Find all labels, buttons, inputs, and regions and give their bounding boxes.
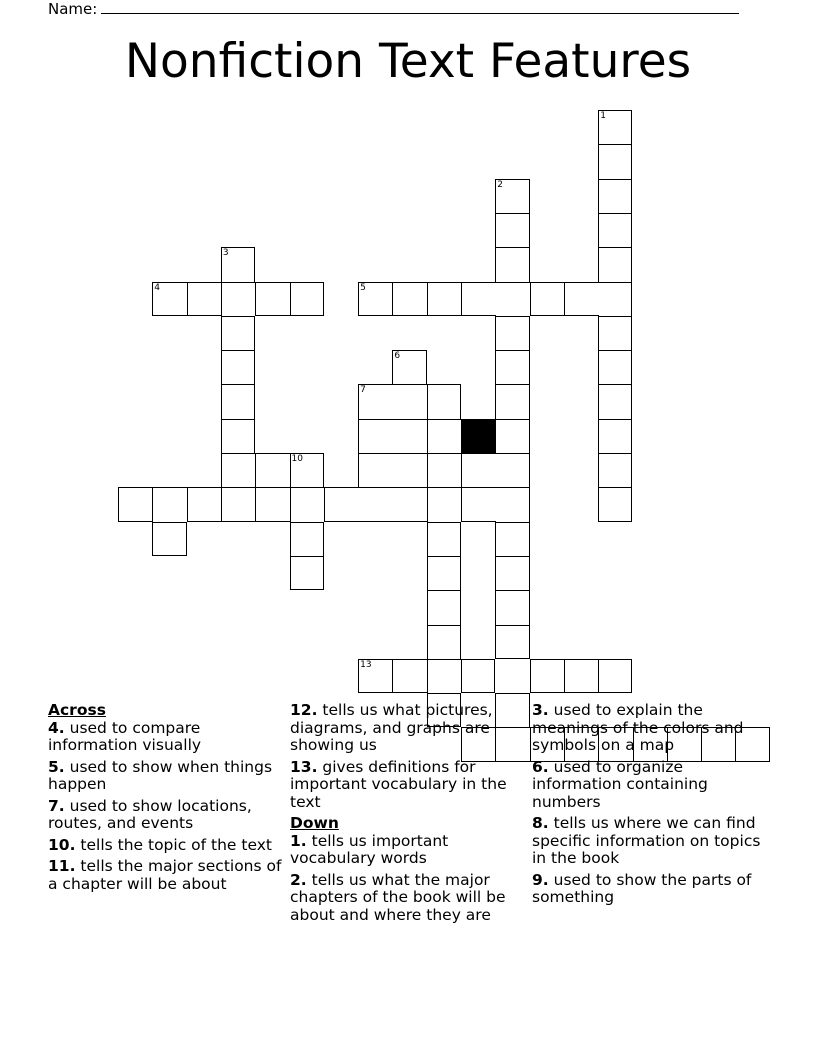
clue-text: tells us important vocabulary words	[290, 831, 449, 867]
answer-cell[interactable]	[427, 522, 461, 557]
answer-cell[interactable]	[598, 110, 632, 145]
answer-cell[interactable]	[461, 487, 496, 521]
down-clue-6	[532, 759, 772, 812]
clue-number: 1.	[290, 831, 307, 850]
answer-cell[interactable]	[290, 487, 325, 522]
answer-cell[interactable]	[495, 590, 529, 625]
answer-cell[interactable]	[358, 282, 393, 316]
black-square	[461, 419, 496, 454]
answer-cell[interactable]	[427, 590, 461, 625]
answer-cell[interactable]	[221, 350, 255, 385]
answer-cell[interactable]	[187, 487, 222, 521]
answer-cell[interactable]	[427, 384, 461, 419]
across-clue-5	[48, 759, 284, 794]
clue-text: used to explain the meanings of the colors and symbols on a map	[532, 701, 744, 754]
answer-cell[interactable]	[392, 350, 426, 385]
answer-cell[interactable]	[118, 487, 153, 521]
clue-number-label: 5	[360, 282, 366, 293]
down-clue-1	[290, 833, 524, 868]
answer-cell[interactable]	[290, 282, 324, 316]
clue-number: 13.	[290, 757, 318, 776]
name-label: Name:	[48, 0, 98, 18]
clue-text: used to show locations, routes, and events	[48, 796, 252, 832]
answer-cell[interactable]	[221, 316, 255, 351]
answer-cell[interactable]	[495, 213, 529, 248]
clue-number: 8.	[532, 814, 549, 832]
across-clue-4	[48, 720, 284, 755]
down-heading: Down	[290, 814, 339, 832]
answer-cell[interactable]	[598, 179, 632, 214]
clue-number-label: 2	[497, 179, 504, 190]
answer-cell[interactable]	[392, 487, 427, 521]
answer-cell[interactable]	[221, 282, 256, 317]
down-clue-8	[532, 815, 772, 868]
answer-cell[interactable]	[152, 487, 187, 522]
clue-number: 12.	[290, 701, 318, 719]
answer-cell[interactable]	[598, 384, 632, 419]
answer-cell[interactable]	[598, 487, 632, 521]
answer-cell[interactable]	[598, 316, 632, 351]
answer-cell[interactable]	[530, 659, 565, 693]
clue-text: used to compare information visually	[48, 718, 202, 754]
answer-cell[interactable]	[495, 625, 529, 659]
clue-column-3	[532, 702, 772, 911]
clue-text: gives definitions for important vocabulary in the text	[290, 757, 507, 811]
across-clue-10	[48, 837, 284, 855]
answer-cell[interactable]	[427, 556, 461, 591]
answer-cell[interactable]	[598, 213, 632, 248]
clue-column-2	[290, 702, 524, 928]
clue-text: used to show the parts of something	[532, 870, 752, 906]
clue-text: tells us what the major chapters of the book will be about and where they are	[290, 870, 506, 924]
clue-number-label: 7	[360, 385, 366, 396]
clue-text: tells us what pictures, diagrams, and graphs are showing us	[290, 701, 493, 754]
clue-number-label: 13	[360, 659, 372, 670]
answer-cell[interactable]	[221, 453, 256, 488]
answer-cell[interactable]	[358, 453, 393, 488]
answer-cell[interactable]	[495, 453, 529, 488]
answer-cell[interactable]	[427, 487, 462, 522]
answer-cell[interactable]	[495, 556, 529, 591]
down-clue-9	[532, 872, 772, 907]
answer-cell[interactable]	[495, 282, 530, 317]
answer-cell[interactable]	[495, 487, 529, 522]
page-title: Nonfiction Text Features	[124, 34, 692, 89]
clue-number-label: 4	[154, 282, 161, 293]
answer-cell[interactable]	[255, 453, 290, 488]
answer-cell[interactable]	[358, 659, 393, 693]
answer-cell[interactable]	[290, 522, 324, 557]
answer-cell[interactable]	[290, 556, 324, 590]
answer-cell[interactable]	[598, 659, 632, 693]
answer-cell[interactable]	[392, 282, 427, 316]
answer-cell[interactable]	[598, 144, 632, 179]
clue-number: 10.	[48, 835, 76, 854]
answer-cell[interactable]	[495, 419, 529, 454]
answer-cell[interactable]	[598, 247, 632, 282]
answer-cell[interactable]	[358, 419, 393, 454]
clue-text: tells the major sections of a chapter will be about	[48, 857, 282, 893]
answer-cell[interactable]	[495, 247, 529, 282]
answer-cell[interactable]	[495, 316, 529, 351]
answer-cell[interactable]	[187, 282, 222, 316]
answer-cell[interactable]	[495, 522, 529, 557]
clue-number: 7.	[48, 796, 65, 815]
down-clue-3	[532, 702, 772, 755]
answer-cell[interactable]	[392, 453, 427, 488]
answer-cell[interactable]	[598, 419, 632, 454]
clue-column-1	[48, 702, 284, 897]
answer-cell[interactable]	[358, 384, 393, 419]
clue-number-label: 6	[394, 351, 401, 362]
clue-number: 3.	[532, 701, 549, 719]
clue-text: used to organize information containing numbers	[532, 757, 708, 811]
clue-number: 9.	[532, 870, 549, 889]
clue-number: 5.	[48, 757, 65, 776]
answer-cell[interactable]	[255, 282, 290, 316]
answer-cell[interactable]	[255, 487, 290, 521]
answer-cell[interactable]	[461, 453, 496, 488]
clue-number-label: 3	[222, 248, 229, 259]
answer-cell[interactable]	[598, 453, 632, 488]
answer-cell[interactable]	[221, 419, 255, 454]
answer-cell[interactable]	[427, 659, 462, 694]
down-clue-2	[290, 872, 524, 925]
answer-cell[interactable]	[152, 522, 186, 556]
answer-cell[interactable]	[598, 282, 632, 317]
clue-number: 11.	[48, 857, 76, 875]
clue-number: 4.	[48, 718, 65, 737]
answer-cell[interactable]	[495, 179, 529, 214]
across-clue-7	[48, 798, 284, 833]
answer-cell[interactable]	[530, 282, 565, 316]
clue-number: 2.	[290, 870, 307, 889]
answer-cell[interactable]	[221, 247, 255, 282]
answer-cell[interactable]	[427, 453, 462, 488]
answer-cell[interactable]	[221, 384, 255, 419]
clue-text: tells us where we can find specific information on topics in the book	[532, 814, 761, 867]
across-heading: Across	[48, 701, 106, 719]
answer-cell[interactable]	[358, 487, 393, 521]
answer-cell[interactable]	[564, 659, 599, 693]
across-clue-11	[48, 858, 284, 893]
clue-number: 6.	[532, 757, 549, 776]
answer-cell[interactable]	[392, 384, 427, 419]
clue-number-label: 10	[291, 454, 303, 464]
answer-cell[interactable]	[427, 282, 462, 316]
answer-cell[interactable]	[392, 419, 427, 454]
answer-cell[interactable]	[427, 625, 461, 660]
answer-cell[interactable]	[598, 350, 632, 385]
across-clue-12	[290, 702, 524, 755]
answer-cell[interactable]	[152, 282, 187, 316]
answer-cell[interactable]	[324, 487, 359, 521]
answer-cell[interactable]	[495, 350, 529, 385]
answer-cell[interactable]	[221, 487, 256, 521]
answer-cell[interactable]	[290, 453, 324, 488]
answer-cell[interactable]	[392, 659, 427, 693]
clue-text: used to show when things happen	[48, 757, 273, 793]
clue-text: tells the topic of the text	[80, 835, 272, 854]
clue-number-label: 1	[600, 111, 606, 121]
across-clue-13	[290, 759, 524, 812]
answer-cell[interactable]	[564, 282, 599, 316]
answer-cell[interactable]	[427, 419, 462, 454]
answer-cell[interactable]	[461, 659, 495, 693]
answer-cell[interactable]	[461, 282, 496, 316]
answer-cell[interactable]	[495, 384, 529, 419]
